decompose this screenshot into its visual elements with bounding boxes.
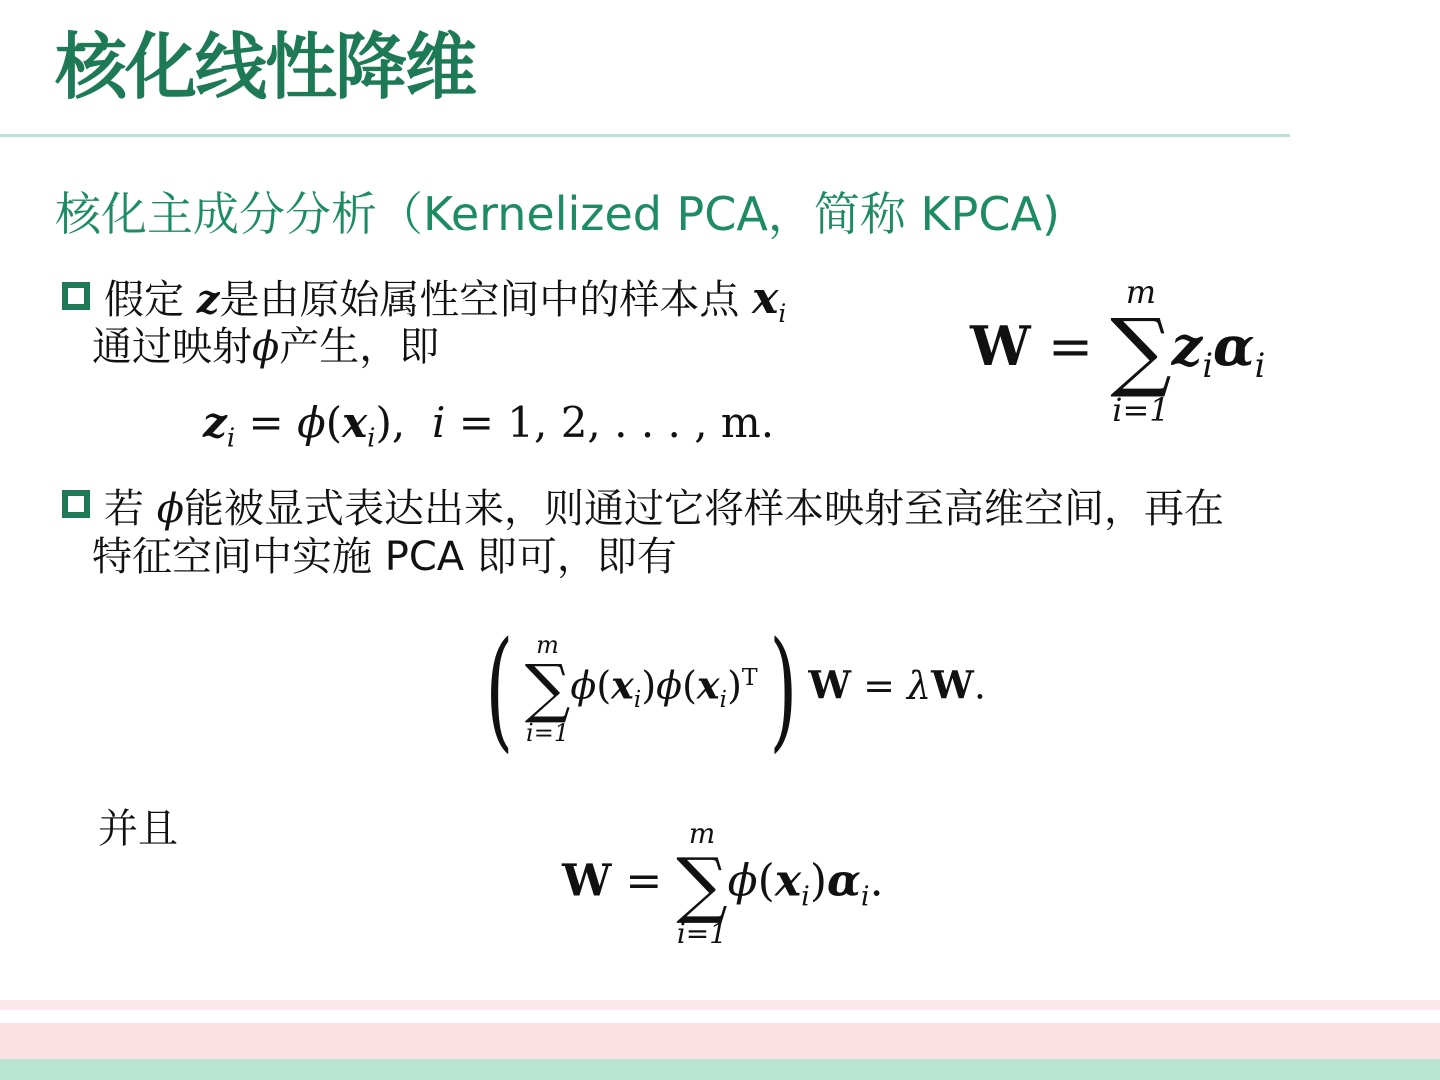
bullet2-line1	[104, 486, 1224, 532]
eq2-x1: x	[611, 662, 634, 708]
eq1-index: i	[431, 398, 446, 447]
eq2-sub-i2: i	[719, 685, 728, 714]
eqr-lower: i=1	[1112, 391, 1170, 429]
bullet1-text-b: 是由原始属性空间中的样本点	[219, 277, 753, 323]
slide-title: 核化线性降维	[55, 25, 476, 109]
bullet1-line2-a: 通过映射	[92, 324, 252, 370]
eq2-x2: x	[696, 662, 720, 708]
eq3-x: x	[774, 855, 802, 907]
bullet-square-icon-2	[62, 490, 90, 518]
eq1-lparen: (	[325, 398, 343, 447]
bullet1-text-a: 假定	[104, 277, 197, 323]
eq3-sigma: ∑	[676, 842, 728, 926]
footer-band-green	[0, 1059, 1440, 1080]
eq3-upper: m	[688, 817, 716, 850]
eq1-range: = 1, 2, . . . , m.	[445, 398, 775, 447]
eq2-phi2: ϕ	[656, 663, 683, 708]
eqr-W: W	[970, 314, 1031, 378]
footer-band-pink	[0, 1023, 1440, 1059]
eq3-equals: =	[611, 855, 677, 907]
eq1-sub-i2: i	[367, 423, 376, 454]
slide-subtitle: 核化主成分分析（Kernelized PCA，简称 KPCA)	[55, 187, 1060, 241]
eq2-rparen: )	[769, 613, 797, 765]
eq2-lambda: λ	[907, 663, 932, 708]
bullet2-line2: 特征空间中实施 PCA 即可，即有	[92, 534, 677, 580]
eq3-sub-i2: i	[860, 881, 870, 913]
eq2-phi1: ϕ	[570, 663, 597, 708]
eq3-sum	[676, 817, 728, 950]
eqr-upper: m	[1125, 273, 1157, 311]
bullet1-var-x: x	[752, 273, 779, 324]
footer-band-light	[0, 1000, 1440, 1010]
bullet1-line2	[92, 324, 439, 370]
bullet2-text-a: 若	[104, 486, 157, 532]
eq2-lower: i=1	[526, 719, 570, 747]
equation-covariance: ( m ∑ i=1 $\phi(x_i)\phi(x_i)^T$) W = λW.	[485, 613, 986, 765]
bullet1-var-z: z	[196, 276, 220, 323]
eq1-sub-i: i	[226, 423, 236, 454]
eq2-W2: W	[931, 662, 974, 708]
and-text: 并且	[98, 806, 178, 852]
eqr-equals: =	[1030, 315, 1111, 378]
eq1-equals: =	[235, 398, 298, 447]
eq1-rparen: ),	[375, 398, 406, 447]
eq3-sub-i: i	[801, 881, 810, 913]
eq1-x: x	[342, 398, 368, 447]
eq1-z: z	[203, 398, 227, 447]
eqr-sub-i2: i	[1254, 345, 1266, 385]
bullet1-phi: ϕ	[252, 324, 280, 370]
eq3-W: W	[562, 855, 612, 907]
eq2-equals: =	[851, 663, 908, 708]
eq1-phi: ϕ	[297, 398, 326, 447]
eq3-lower: i=1	[676, 917, 728, 950]
eq2-sub-i1: i	[633, 685, 642, 714]
equation-w-phi-alpha: W = m ∑ i=1 $\phi(x_i)\alpha_i$.	[562, 817, 884, 950]
eqr-alpha: α	[1213, 314, 1255, 378]
eq3-alpha: α	[826, 855, 861, 907]
eqr-sigma: ∑	[1110, 301, 1172, 401]
eq2-upper: m	[536, 631, 559, 659]
title-divider	[0, 134, 1290, 137]
bullet1-line2-b: 产生，即	[279, 324, 440, 370]
eq2-lparen: (	[485, 613, 514, 765]
equation-z-def	[203, 398, 774, 453]
eqr-sum	[1110, 273, 1172, 429]
eq2-transpose: T	[741, 662, 758, 691]
eq3-dot: .	[869, 855, 884, 907]
eqr-sub-i: i	[1202, 345, 1214, 385]
eq2-sum	[525, 633, 571, 745]
eq2-sigma: ∑	[524, 652, 571, 726]
eq3-phi: ϕ	[727, 855, 758, 907]
eq2-dot: .	[973, 663, 986, 708]
eqr-z: z	[1171, 314, 1203, 378]
bullet2-phi: ϕ	[156, 486, 184, 532]
bullet-square-icon	[62, 282, 90, 310]
equation-w-z-alpha	[970, 273, 1266, 429]
bullet1-sub-i: i	[778, 299, 787, 328]
eq2-W: W	[808, 662, 852, 708]
bullet2-text-b: 能被显式表达出来，则通过它将样本映射至高维空间，再在	[183, 486, 1224, 532]
